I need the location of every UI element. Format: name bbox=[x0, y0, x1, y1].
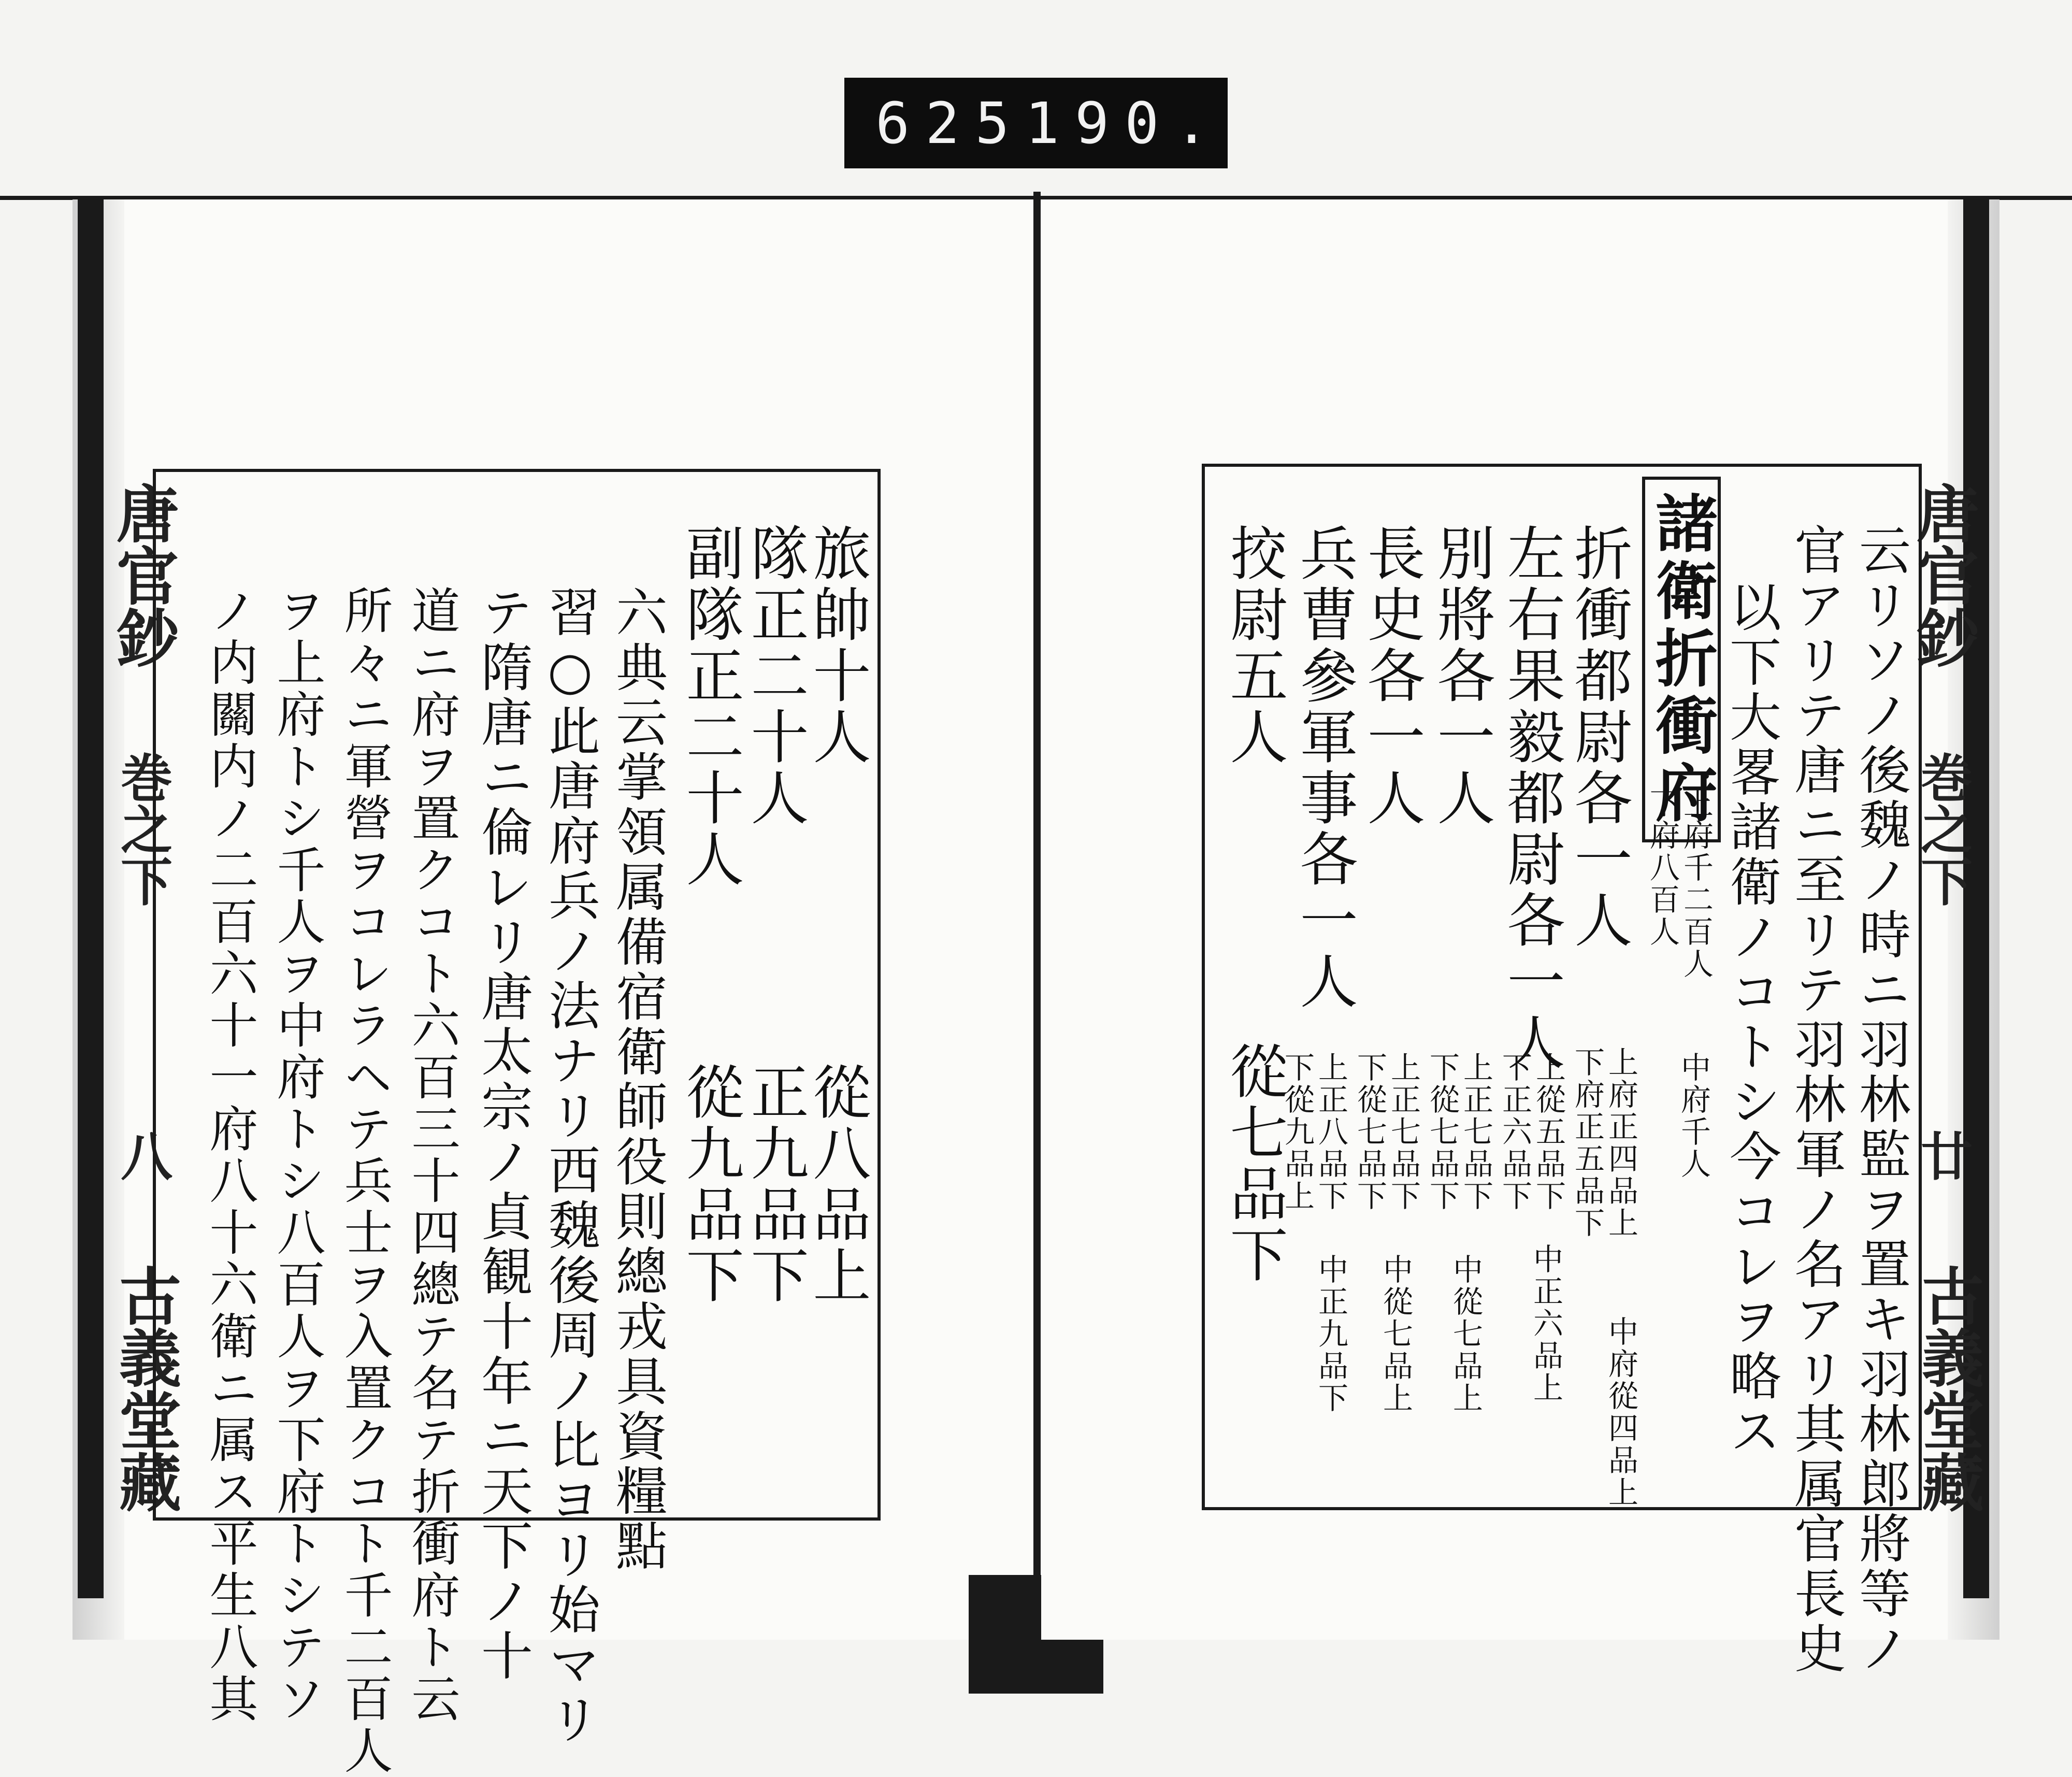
left-edge-volume: 巻之下 bbox=[112, 751, 173, 907]
rank-lower-4: 中從七品上 bbox=[1378, 1254, 1413, 1414]
gutter-line bbox=[1033, 192, 1041, 1611]
call-number-label bbox=[844, 78, 1228, 168]
last-rank: 從七品下 bbox=[1220, 1041, 1288, 1286]
left-rank-2: 正九品下 bbox=[741, 1062, 809, 1307]
right-col-1: 云リソノ後魏ノ時ニ羽林監ヲ置キ羽林郎將等ノ bbox=[1850, 523, 1911, 1676]
call-number-left: 625 bbox=[875, 90, 1025, 156]
left-col-8: 所々ニ軍營ヲコレラヘテ兵士ヲ入置クコト千二百人 bbox=[336, 585, 392, 1777]
rank-upper-4: 下正六品下 bbox=[1497, 1052, 1532, 1212]
right-edge-volume: 巻之下 bbox=[1912, 751, 1973, 907]
official-5: 兵曹參軍事各一人 bbox=[1290, 523, 1358, 1012]
left-col-2: 隊正二十人 bbox=[741, 523, 809, 829]
rank-upper-7: 上正七品下 bbox=[1386, 1052, 1421, 1212]
left-rank-1: 從八品上 bbox=[803, 1062, 871, 1307]
left-edge-page-number: 八 bbox=[112, 1129, 173, 1181]
rank-upper-10: 下從九品上 bbox=[1279, 1052, 1315, 1212]
rank-upper-2: 下府正五品下 bbox=[1570, 1047, 1605, 1239]
left-col-6: テ隋唐ニ倫レリ唐太宗ノ貞観十年ニ天下ノ十 bbox=[472, 585, 533, 1684]
left-col-10: ノ内關内ノ二百六十一府八十六衛ニ属ス平生八其 bbox=[201, 585, 257, 1725]
rank-lower-2: 中正六品上 bbox=[1528, 1243, 1563, 1404]
official-2: 左右果毅都尉各一人 bbox=[1498, 523, 1565, 1073]
rank-lower-5: 中正九品下 bbox=[1313, 1254, 1348, 1414]
note-top-3: 中府千人 bbox=[1676, 1052, 1711, 1180]
rank-upper-3: 上從五品下 bbox=[1531, 1052, 1566, 1212]
rank-upper-8: 下從七品下 bbox=[1352, 1052, 1387, 1212]
left-col-9: ヲ上府トシ千人ヲ中府トシ八百人ヲ下府トシテソ bbox=[268, 585, 325, 1725]
official-3: 別將各一人 bbox=[1428, 523, 1495, 829]
rank-lower-3: 中從七品上 bbox=[1448, 1254, 1483, 1414]
right-edge-publisher: 古義堂藏 bbox=[1911, 1264, 1984, 1513]
note-top-2: 下府八百人 bbox=[1645, 787, 1680, 948]
rank-upper-9: 上正八品下 bbox=[1313, 1052, 1348, 1212]
left-col-1: 旅帥十人 bbox=[803, 523, 871, 768]
right-edge-title: 唐官鈔 bbox=[1906, 482, 1979, 668]
right-col-2: 官アリテ唐ニ至リテ羽林軍ノ名アリ其属官長史 bbox=[1786, 523, 1846, 1676]
left-rank-3: 從九品下 bbox=[677, 1062, 744, 1307]
rank-upper-5: 上正七品下 bbox=[1458, 1052, 1493, 1212]
official-1: 折衝都尉各一人 bbox=[1565, 523, 1632, 951]
left-col-7: 道ニ府ヲ置クコト六百三十四總テ名テ折衝府ト云 bbox=[403, 585, 459, 1725]
official-4: 長史各一人 bbox=[1358, 523, 1425, 829]
left-col-5: 習○此唐府兵ノ法ナリ西魏後周ノ比ヨリ始マリ bbox=[540, 585, 600, 1747]
left-edge-publisher: 古義堂藏 bbox=[109, 1264, 182, 1513]
left-col-3: 副隊正二十人 bbox=[677, 523, 744, 890]
note-top-1: 上府千二百人 bbox=[1678, 787, 1714, 980]
rank-upper-6: 下從七品下 bbox=[1424, 1052, 1460, 1212]
section-title: 諸衛折衝府 bbox=[1642, 477, 1721, 842]
left-col-4: 六典云掌領属備宿衛師役則總戎具資糧點 bbox=[607, 585, 668, 1574]
rank-upper-1: 上府正四品上 bbox=[1603, 1047, 1638, 1239]
call-number-right: 190. bbox=[1025, 90, 1225, 156]
left-edge-title: 唐官鈔 bbox=[106, 482, 179, 668]
right-edge-page-number: 廿 bbox=[1912, 1129, 1973, 1181]
right-col-3: 以下大畧諸衛ノコトシ今コレヲ略ス bbox=[1721, 580, 1781, 1459]
official-6: 挍尉五人 bbox=[1220, 523, 1288, 768]
left-binding-edge bbox=[78, 199, 104, 1598]
rank-lower-1: 中府從四品上 bbox=[1603, 1316, 1638, 1509]
